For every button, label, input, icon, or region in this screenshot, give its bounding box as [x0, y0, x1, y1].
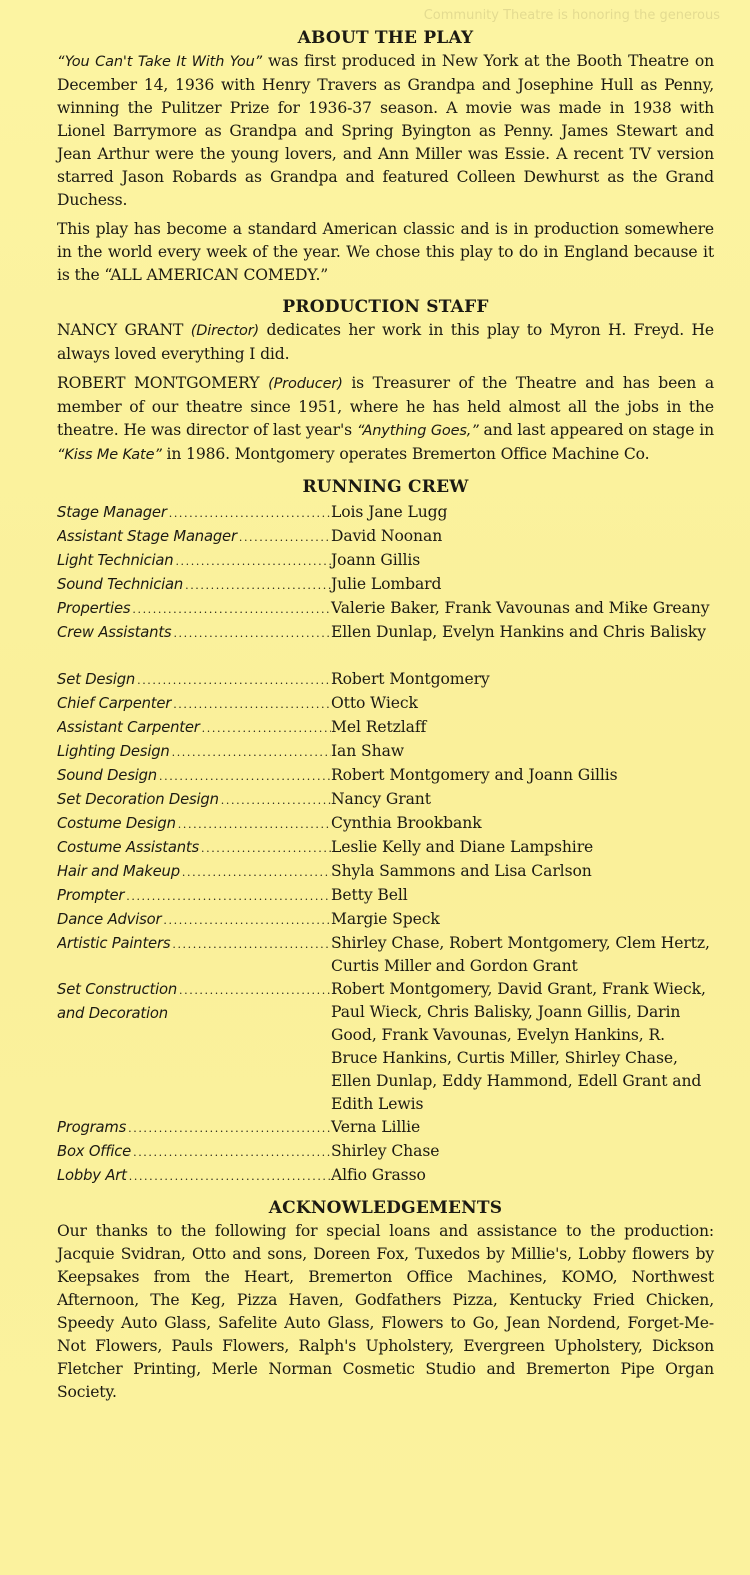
producer-role: (Producer) [268, 376, 343, 392]
crew-name: Margie Speck [331, 910, 440, 928]
crew-role-cell [57, 573, 331, 597]
crew-role: Set Construction [57, 981, 178, 998]
crew-name: Julie Lombard [331, 575, 442, 593]
crew-role-cell [57, 549, 331, 573]
crew-role: Set Decoration Design [57, 791, 219, 808]
director-name: NANCY GRANT [57, 321, 191, 339]
crew-role-cell [57, 812, 331, 836]
about-heading: ABOUT THE PLAY [297, 28, 474, 48]
leader-dots [129, 1165, 331, 1188]
crew-role-cell [57, 1164, 331, 1188]
crew-row [57, 573, 714, 597]
ack-heading: ACKNOWLEDGEMENTS [268, 1198, 503, 1218]
crew-role: Light Technician [57, 552, 174, 569]
crew-heading: RUNNING CREW [302, 477, 469, 497]
bleed-through-text: Community Theatre is honoring the generous [423, 8, 720, 23]
crew-section [57, 475, 714, 1188]
leader-dots [201, 837, 331, 860]
staff-heading: PRODUCTION STAFF [282, 297, 489, 317]
crew-name: Otto Wieck [331, 694, 418, 712]
crew-role: Stage Manager [57, 504, 167, 521]
crew-role-cell [57, 978, 331, 1025]
ack-section [57, 1196, 714, 1404]
crew-name: Shirley Chase [331, 1142, 440, 1160]
leader-dots [132, 598, 331, 621]
crew-name: Nancy Grant [331, 790, 431, 808]
crew-role: Dance Advisor [57, 911, 162, 928]
producer-text-a: is Treasurer of the Theatre and has been a member of our theatre since 1951, where he has held almost all the jobs in the theatre. He was director of last year's [57, 374, 714, 439]
leader-dots [185, 574, 331, 597]
crew-role-cell [57, 884, 331, 908]
leader-dots [133, 1141, 331, 1164]
leader-dots [169, 502, 331, 525]
leader-dots [126, 885, 331, 908]
leader-dots [173, 622, 331, 645]
crew-role-cell [57, 692, 331, 716]
crew-role-cell [57, 1140, 331, 1164]
crew-role: Crew Assistants [57, 624, 172, 641]
crew-row [57, 1140, 714, 1164]
crew-spacer [57, 645, 714, 668]
crew-group-b [57, 668, 714, 978]
crew-name: David Noonan [331, 527, 443, 545]
crew-row [57, 716, 714, 740]
crew-role: Costume Design [57, 815, 176, 832]
crew-name: Leslie Kelly and Diane Lampshire [331, 838, 594, 856]
leader-dots [202, 717, 331, 740]
crew-role-cell [57, 716, 331, 740]
about-paragraph-2: This play has become a standard American classic and is in production somewhere in the world every week of the year. We chose this play to do in England because it is the “ALL AMERICAN COMEDY.” [57, 220, 714, 284]
ack-paragraph: Our thanks to the following for special loans and assistance to the production: Jacquie Svidran, Otto and sons, Doreen Fox, Tuxedos by Millie's, Lobby flowers by Keepsakes from the Heart, Bremerton Office Machines, KOMO, Northwest Afternoon, The Keg, Pizza Haven, Godfathers Pizza, Kentucky Fried Chicken, Speedy Auto Glass, Safelite Auto Glass, Flowers to Go, Jean Nordend, Forget-Me-Not Flowers, Pauls Flowers, Ralph's Upholstery, Evergreen Upholstery, Dickson Fletcher Printing, Merle Norman Cosmetic Studio and Bremerton Pipe Organ Society. [57, 1222, 714, 1401]
crew-role-cell [57, 764, 331, 788]
leader-dots [178, 813, 331, 836]
play-title: “You Can't Take It With You” [57, 54, 263, 70]
staff-producer-paragraph [57, 372, 714, 467]
crew-role: Box Office [57, 1143, 132, 1160]
crew-row [57, 740, 714, 764]
crew-name: Betty Bell [331, 886, 408, 904]
leader-dots [128, 1117, 331, 1140]
crew-row [57, 908, 714, 932]
crew-role-cell [57, 621, 331, 645]
crew-role: Lobby Art [57, 1167, 127, 1184]
leader-dots [239, 526, 331, 549]
crew-role-cell [57, 525, 331, 549]
director-role: (Director) [190, 323, 260, 339]
crew-role: Prompter [57, 887, 125, 904]
crew-row [57, 1116, 714, 1140]
crew-row [57, 764, 714, 788]
crew-row [57, 501, 714, 525]
crew-role: Artistic Painters [57, 935, 171, 952]
crew-role: Hair and Makeup [57, 863, 180, 880]
crew-role-cell [57, 860, 331, 884]
crew-name: Robert Montgomery and Joann Gillis [331, 766, 618, 784]
about-paragraph-1 [57, 50, 714, 212]
crew-role: Assistant Carpenter [57, 719, 200, 736]
about-section [57, 26, 714, 287]
crew-row [57, 692, 714, 716]
crew-name: Valerie Baker, Frank Vavounas and Mike Greany [331, 599, 710, 617]
leader-dots [172, 741, 331, 764]
leader-dots [175, 550, 331, 573]
staff-director-paragraph [57, 319, 714, 366]
crew-row [57, 812, 714, 836]
crew-role-line [57, 978, 331, 1002]
leader-dots [179, 979, 331, 1002]
crew-row [57, 884, 714, 908]
show-title-anything-goes: “Anything Goes,” [356, 423, 479, 439]
leader-dots [172, 933, 331, 956]
crew-role: Sound Technician [57, 576, 184, 593]
crew-role: and Decoration [57, 1005, 168, 1022]
crew-group-c [57, 1116, 714, 1188]
crew-role-cell [57, 1116, 331, 1140]
crew-row [57, 788, 714, 812]
crew-name: Joann Gillis [331, 551, 421, 569]
crew-name: Robert Montgomery, David Grant, Frank Wieck, Paul Wieck, Chris Balisky, Joann Gillis, Darin Good, Frank Vavounas, Evelyn Hankins, R. Bruce Hankins, Curtis Miller, Shirley Chase, Ellen Dunlap, Eddy Hammond, Edell Grant and Edith Lewis [331, 980, 706, 1113]
crew-role: Chief Carpenter [57, 695, 172, 712]
crew-row [57, 932, 714, 978]
leader-dots [221, 789, 331, 812]
producer-text-b: and last appeared on stage in [478, 421, 714, 439]
crew-role-cell [57, 597, 331, 621]
about-paragraph-1-text: was first produced in New York at the Booth Theatre on December 14, 1936 with Henry Travers as Grandpa and Josephine Hull as Penny, winning the Pulitzer Prize for 1936-37 season. A movie was made in 1938 with Lionel Barrymore as Grandpa and Spring Byington as Penny. James Stewart and Jean Arthur were the young lovers, and Ann Miller was Essie. A recent TV version starred Jason Robards as Grandpa and featured Colleen Dewhurst as the Grand Duchess. [57, 52, 714, 209]
crew-role-cell [57, 668, 331, 692]
leader-dots [173, 693, 331, 716]
show-title-kiss-me-kate: “Kiss Me Kate” [57, 447, 162, 463]
crew-role-cell [57, 932, 331, 956]
crew-role: Assistant Stage Manager [57, 528, 237, 545]
crew-row [57, 836, 714, 860]
crew-row [57, 597, 714, 621]
crew-role-cell [57, 908, 331, 932]
leader-dots [159, 765, 331, 788]
crew-name: Mel Retzlaff [331, 718, 427, 736]
crew-role: Costume Assistants [57, 839, 200, 856]
crew-role-line [57, 1002, 331, 1025]
crew-row [57, 978, 714, 1116]
crew-name: Alfio Grasso [331, 1166, 426, 1184]
crew-role-cell [57, 836, 331, 860]
leader-dots [182, 861, 331, 884]
crew-row [57, 860, 714, 884]
staff-section [57, 295, 714, 467]
crew-role-cell [57, 740, 331, 764]
crew-role: Properties [57, 600, 131, 617]
crew-role: Sound Design [57, 767, 157, 784]
crew-role-cell [57, 501, 331, 525]
director-text: dedicates her work in this play to Myron H. Freyd. He always loved everything I did. [57, 321, 714, 363]
producer-name: ROBERT MONTGOMERY [57, 374, 269, 392]
leader-dots [163, 909, 331, 932]
crew-row [57, 549, 714, 573]
crew-group-a [57, 501, 714, 645]
crew-name: Ellen Dunlap, Evelyn Hankins and Chris Balisky [331, 623, 706, 641]
crew-role: Lighting Design [57, 743, 170, 760]
crew-role: Programs [57, 1119, 127, 1136]
crew-name: Cynthia Brookbank [331, 814, 482, 832]
leader-dots [137, 669, 331, 692]
crew-row [57, 525, 714, 549]
producer-text-c: in 1986. Montgomery operates Bremerton Office Machine Co. [161, 445, 650, 463]
crew-row [57, 1164, 714, 1188]
crew-name: Lois Jane Lugg [331, 503, 448, 521]
crew-role-cell [57, 788, 331, 812]
crew-name: Shyla Sammons and Lisa Carlson [331, 862, 592, 880]
crew-row [57, 668, 714, 692]
crew-name: Ian Shaw [331, 742, 405, 760]
crew-name: Robert Montgomery [331, 670, 490, 688]
crew-name: Shirley Chase, Robert Montgomery, Clem Hertz, Curtis Miller and Gordon Grant [331, 934, 710, 975]
crew-role: Set Design [57, 671, 136, 688]
crew-name: Verna Lillie [331, 1118, 421, 1136]
crew-row [57, 621, 714, 645]
crew-list [57, 501, 714, 1188]
